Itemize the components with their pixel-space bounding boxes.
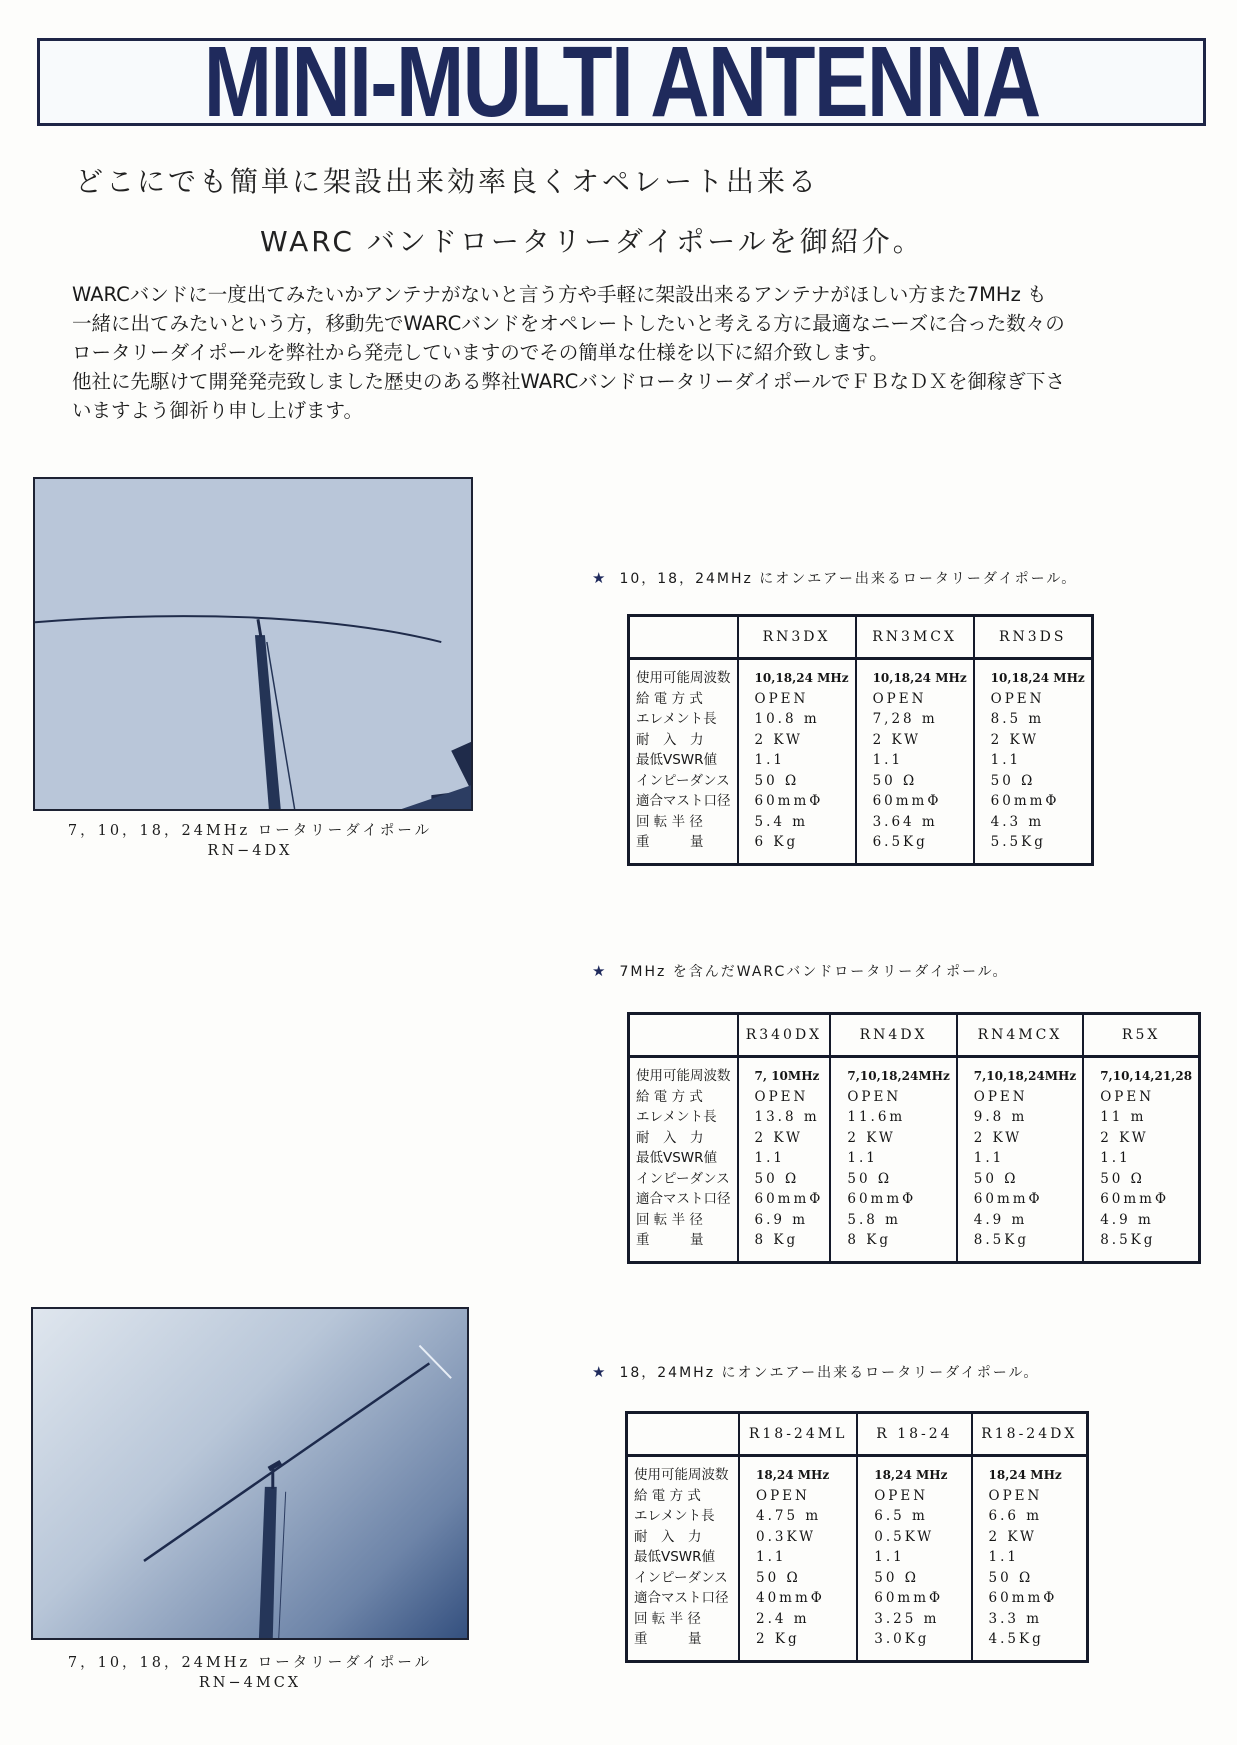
model-column-header: R5X: [1083, 1014, 1199, 1057]
intro-line: ロータリーダイポールを弊社から発売していますのでその簡単な仕様を以下に紹介致します。: [72, 341, 889, 364]
spec-value-cell: 10.8 m: [754, 711, 820, 727]
spec-value-cell: 60mmΦ: [990, 793, 1060, 809]
spec-row-label: 耐 入 力: [636, 731, 704, 748]
spec-value-cell: 60mmΦ: [754, 1191, 824, 1207]
spec-value-cell: OPEN: [990, 690, 1045, 707]
spec-value-cell: 3.64 m: [872, 813, 938, 830]
spec-value-cell: 1.1: [756, 1549, 787, 1565]
spec-value-cell: 60mmΦ: [874, 1590, 944, 1606]
spec-value-cell: 2 KW: [990, 731, 1040, 748]
spec-value-cell: 6.6 m: [988, 1508, 1043, 1524]
section-heading-text: 7MHz を含んだWARCバンドロータリーダイポール。: [619, 964, 1009, 980]
spec-value-cell: 50 Ω: [988, 1569, 1034, 1586]
spec-value-cell: 10,18,24 MHz: [754, 671, 849, 685]
spec-value-cell: 2 Kg: [756, 1631, 800, 1647]
model-column-header: RN3MCX: [856, 616, 974, 659]
model-spec-column: [738, 659, 856, 865]
row-labels-column: [627, 1456, 740, 1662]
spec-row-label: 最低VSWR値: [634, 1549, 716, 1565]
photo-caption-rn4dx: [60, 821, 440, 861]
spec-value-cell: 60mmΦ: [1100, 1191, 1170, 1207]
spec-value-cell: OPEN: [1100, 1088, 1155, 1105]
star-icon: ★: [592, 962, 608, 980]
spec-value-cell: 6.5 m: [874, 1508, 928, 1524]
spec-value-cell: 2 KW: [754, 1129, 803, 1146]
model-column-header: R18-24ML: [739, 1413, 857, 1456]
photo-caption-rn4mcx: [60, 1653, 440, 1693]
photo-caption-model: RN−4MCX: [198, 1675, 302, 1691]
spec-value-cell: 2 KW: [872, 731, 921, 748]
spec-row-label: インピーダンス: [636, 1170, 730, 1187]
spec-value-cell: 4.75 m: [756, 1508, 822, 1524]
spec-value-cell: 11 m: [1100, 1109, 1147, 1125]
model-spec-column: [857, 1456, 971, 1662]
spec-row-label: 重 量: [636, 834, 704, 850]
spec-value-cell: 50 Ω: [874, 1569, 919, 1586]
tagline-primary: どこにでも簡単に架設出来効率良くオペレート出来る: [75, 165, 820, 198]
spec-row-label: インピーダンス: [634, 1569, 728, 1586]
spec-value-cell: 50 Ω: [1100, 1170, 1145, 1187]
spec-row-label: 最低VSWR値: [636, 752, 718, 768]
spec-value-cell: 8.5Kg: [973, 1232, 1029, 1248]
spec-value-cell: 40mmΦ: [756, 1590, 825, 1606]
spec-row-label: エレメント長: [634, 1508, 715, 1524]
spec-value-cell: 8 Kg: [847, 1232, 891, 1248]
spec-value-cell: 60mmΦ: [754, 793, 824, 809]
spec-row-label: 使用可能周波数: [634, 1467, 729, 1483]
table-body-row: [629, 1057, 1200, 1263]
row-labels-column: [629, 659, 738, 865]
title-banner: [37, 38, 1206, 126]
spec-value-cell: 1.1: [754, 752, 785, 768]
section-heading-text: 18，24MHz にオンエアー出来るロータリーダイポール。: [619, 1365, 1040, 1381]
spec-value-cell: 60mmΦ: [847, 1191, 917, 1207]
spec-table-7mhz: [627, 1012, 1201, 1264]
row-labels-column: [629, 1057, 738, 1263]
spec-row-label: 使用可能周波数: [636, 1068, 731, 1084]
model-column-header: RN4DX: [830, 1014, 956, 1057]
spec-value-cell: 10,18,24 MHz: [872, 671, 967, 685]
spec-value-cell: 2 KW: [847, 1129, 896, 1146]
spec-row-label: 適合マスト口径: [636, 793, 731, 809]
table-corner-cell: [627, 1413, 740, 1456]
model-spec-column: [957, 1057, 1083, 1263]
spec-value-cell: 50 Ω: [754, 1170, 800, 1187]
spec-row-label: 重 量: [634, 1631, 702, 1647]
intro-line: 他社に先駆けて開発発売致しました歴史のある弊社WARCバンドロータリーダイポールでＦＢなＤＸを御稼ぎ下さ: [72, 370, 1065, 393]
spec-value-cell: 2 KW: [988, 1528, 1037, 1545]
spec-row-label: 給 電 方 式: [636, 1088, 703, 1105]
section-heading-18-24: [592, 1362, 1039, 1382]
spec-value-cell: 3.25 m: [874, 1610, 940, 1627]
star-icon: ★: [592, 1363, 608, 1381]
spec-table-10-18-24: [627, 614, 1094, 866]
spec-value-cell: 60mmΦ: [973, 1191, 1043, 1207]
model-spec-column: [856, 659, 974, 865]
table-body-row: [627, 1456, 1088, 1662]
spec-value-cell: 18,24 MHz: [756, 1468, 830, 1482]
antenna-photo-rn4dx: [33, 477, 473, 811]
table-header-row: [627, 1413, 1088, 1456]
spec-value-cell: 50 Ω: [973, 1170, 1019, 1187]
spec-value-cell: 60mmΦ: [872, 793, 942, 809]
spec-value-cell: 6.5Kg: [872, 834, 928, 850]
spec-value-cell: 4.5Kg: [988, 1631, 1044, 1647]
model-column-header: R340DX: [738, 1014, 831, 1057]
model-spec-column: [972, 1456, 1088, 1662]
spec-row-label: 回 転 半 径: [636, 813, 703, 830]
spec-value-cell: 50 Ω: [756, 1569, 801, 1586]
spec-value-cell: 11.6m: [847, 1109, 906, 1125]
spec-row-label: 回 転 半 径: [636, 1211, 703, 1228]
intro-line: 一緒に出てみたいという方，移動先でWARCバンドをオペレートしたいと考える方に最適なニーズに合った数々の: [72, 312, 1065, 335]
model-spec-column: [739, 1456, 857, 1662]
spec-value-cell: 1.1: [988, 1549, 1020, 1565]
spec-value-cell: 50 Ω: [990, 772, 1036, 789]
spec-value-cell: 2 KW: [973, 1129, 1023, 1146]
spec-value-cell: 1.1: [1100, 1150, 1131, 1166]
photo-caption-line1: 7，10，18，24MHz ロータリーダイポール: [67, 1655, 433, 1671]
spec-value-cell: OPEN: [973, 1088, 1028, 1105]
spec-row-label: 給 電 方 式: [636, 690, 703, 707]
tagline-secondary: WARC バンドロータリーダイポールを御紹介。: [260, 225, 924, 258]
section-heading-text: 10，18，24MHz にオンエアー出来るロータリーダイポール。: [619, 571, 1078, 587]
spec-table-18-24: [625, 1411, 1089, 1663]
spec-value-cell: 1.1: [872, 752, 904, 768]
model-column-header: R18-24DX: [972, 1413, 1088, 1456]
model-column-header: RN3DX: [738, 616, 856, 659]
spec-value-cell: 4.9 m: [973, 1211, 1028, 1228]
spec-value-cell: 1.1: [973, 1150, 1005, 1166]
spec-value-cell: 3.3 m: [988, 1610, 1043, 1627]
spec-value-cell: OPEN: [872, 690, 927, 707]
model-spec-column: [830, 1057, 956, 1263]
spec-row-label: 最低VSWR値: [636, 1150, 718, 1166]
spec-value-cell: 7,28 m: [872, 711, 938, 727]
spec-value-cell: OPEN: [756, 1487, 810, 1504]
antenna-photo-rn4mcx: [31, 1307, 469, 1640]
spec-value-cell: 50 Ω: [847, 1170, 893, 1187]
photo-caption-line1: 7，10，18，24MHz ロータリーダイポール: [67, 823, 433, 839]
spec-value-cell: OPEN: [988, 1487, 1043, 1504]
spec-value-cell: 5.4 m: [754, 813, 809, 830]
spec-value-cell: OPEN: [874, 1487, 929, 1504]
spec-value-cell: 7,10,14,21,28: [1100, 1069, 1193, 1083]
model-column-header: RN3DS: [974, 616, 1093, 659]
spec-value-cell: 18,24 MHz: [874, 1468, 948, 1482]
spec-value-cell: 1.1: [847, 1150, 878, 1166]
spec-value-cell: 8 Kg: [754, 1232, 799, 1248]
spec-value-cell: 2 KW: [754, 731, 803, 748]
spec-value-cell: 8.5Kg: [1100, 1232, 1156, 1248]
table-body-row: [629, 659, 1093, 865]
spec-value-cell: OPEN: [754, 1088, 809, 1105]
spec-value-cell: 1.1: [874, 1549, 905, 1565]
intro-paragraph: [72, 280, 1182, 425]
spec-value-cell: 1.1: [754, 1150, 785, 1166]
spec-value-cell: 2 KW: [1100, 1129, 1149, 1146]
spec-value-cell: 6 Kg: [754, 834, 799, 850]
table-header-row: [629, 1014, 1200, 1057]
model-spec-column: [1083, 1057, 1199, 1263]
spec-value-cell: 0.3KW: [756, 1528, 816, 1545]
spec-row-label: エレメント長: [636, 711, 717, 727]
spec-value-cell: OPEN: [754, 690, 809, 707]
spec-row-label: 回 転 半 径: [634, 1610, 701, 1627]
spec-row-label: 耐 入 力: [636, 1129, 704, 1146]
spec-value-cell: 5.5Kg: [990, 834, 1046, 850]
spec-value-cell: 50 Ω: [872, 772, 918, 789]
spec-value-cell: 7,10,18,24MHz: [973, 1069, 1077, 1083]
spec-row-label: 使用可能周波数: [636, 670, 731, 686]
spec-row-label: 適合マスト口径: [636, 1191, 731, 1207]
spec-row-label: 重 量: [636, 1232, 704, 1248]
section-heading-10-18-24: [592, 568, 1077, 588]
model-spec-column: [974, 659, 1093, 865]
spec-value-cell: 6.9 m: [754, 1211, 809, 1228]
spec-value-cell: 18,24 MHz: [988, 1468, 1062, 1482]
spec-row-label: 耐 入 力: [634, 1528, 702, 1545]
page-title: MINI-MULTI ANTENNA: [203, 38, 1040, 126]
spec-value-cell: 4.3 m: [990, 813, 1045, 830]
spec-value-cell: 8.5 m: [990, 711, 1045, 727]
spec-value-cell: 0.5KW: [874, 1528, 935, 1545]
spec-value-cell: 4.9 m: [1100, 1211, 1154, 1228]
model-spec-column: [738, 1057, 831, 1263]
spec-value-cell: OPEN: [847, 1088, 902, 1105]
spec-value-cell: 60mmΦ: [988, 1590, 1058, 1606]
spec-row-label: インピーダンス: [636, 772, 730, 789]
spec-value-cell: 7, 10MHz: [754, 1069, 820, 1083]
spec-value-cell: 10,18,24 MHz: [990, 671, 1085, 685]
photo-caption-model: RN−4DX: [207, 843, 293, 859]
star-icon: ★: [592, 569, 608, 587]
section-heading-7mhz: [592, 961, 1009, 981]
spec-row-label: エレメント長: [636, 1109, 717, 1125]
spec-value-cell: 7,10,18,24MHz: [847, 1069, 950, 1083]
model-column-header: R 18-24: [857, 1413, 971, 1456]
antenna-photo-icon: [33, 1309, 467, 1638]
spec-value-cell: 5.8 m: [847, 1211, 901, 1228]
table-header-row: [629, 616, 1093, 659]
table-corner-cell: [629, 616, 738, 659]
spec-value-cell: 2.4 m: [756, 1610, 810, 1627]
spec-value-cell: 1.1: [990, 752, 1022, 768]
spec-value-cell: 50 Ω: [754, 772, 800, 789]
spec-row-label: 給 電 方 式: [634, 1487, 701, 1504]
spec-value-cell: 3.0Kg: [874, 1631, 930, 1647]
spec-row-label: 適合マスト口径: [634, 1590, 729, 1606]
model-column-header: RN4MCX: [957, 1014, 1083, 1057]
table-corner-cell: [629, 1014, 738, 1057]
spec-value-cell: 13.8 m: [754, 1109, 820, 1125]
intro-line: WARCバンドに一度出てみたいかアンテナがないと言う方や手軽に架設出来るアンテナがほしい方また7MHz も: [72, 283, 1047, 306]
spec-value-cell: 9.8 m: [973, 1109, 1028, 1125]
antenna-photo-icon: [35, 479, 471, 809]
intro-line: いますよう御祈り申し上げます。: [72, 399, 363, 422]
